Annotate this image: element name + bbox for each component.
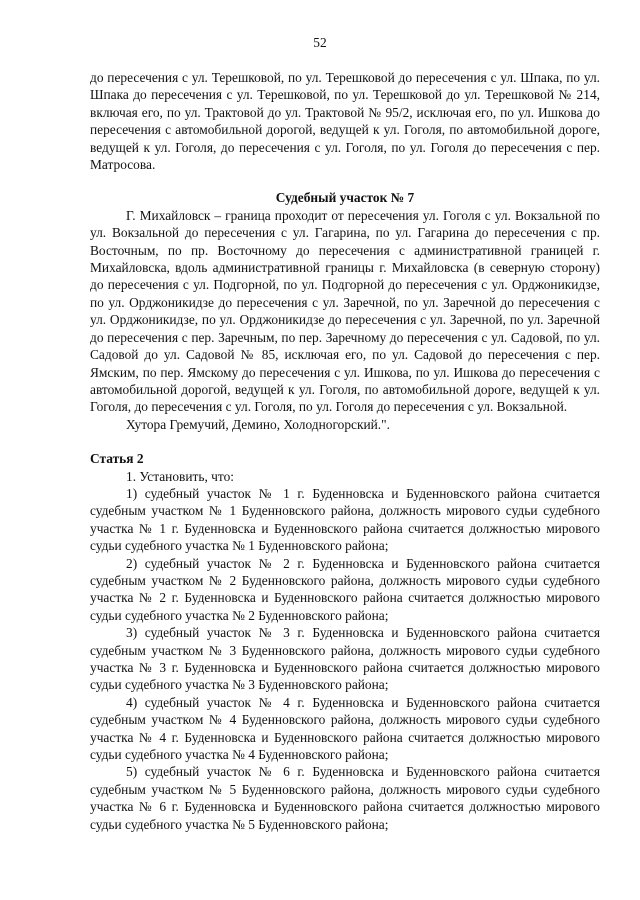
article-2-subitem-5: 5) судебный участок № 6 г. Буденновска и Буденновского района считается судебным участком № 5 Буденновского района, должность мирового судьи судебного участка № 6 г. Буденновска и Буденновского района считается должностью мирового судьи судебного участка № 5 Буденновского района; — [90, 764, 600, 832]
document-body — [90, 69, 600, 833]
article-2-item-1: 1. Установить, что: — [126, 468, 234, 484]
section-7-heading: Судебный участок № 7 — [275, 190, 415, 206]
article-2-subitem-3: 3) судебный участок № 3 г. Буденновска и Буденновского района считается судебным участком № 3 Буденновского района, должность мирового судьи судебного участка № 3 г. Буденновска и Буденновского района считается должностью мирового судьи судебного участка № 3 Буденновского района; — [90, 625, 600, 693]
section-7-farms: Хутора Гремучий, Демино, Холодногорский.". — [126, 416, 390, 432]
article-2-subitem-2: 2) судебный участок № 2 г. Буденновска и Буденновского района считается судебным участком № 2 Буденновского района, должность мирового судьи судебного участка № 2 г. Буденновска и Буденновского района считается должностью мирового судьи судебного участка № 2 Буденновского района; — [90, 555, 600, 623]
intro-paragraph: до пересечения с ул. Терешковой, по ул. Терешковой до пересечения с ул. Шпака, по ул. Шпака до пересечения с ул. Терешковой, по ул. Терешковой до ул. Терешковой № 214, включая его, по ул. Трактовой до ул. Трактовой № 95/2, исключая его, по ул. Ишкова до пересечения с автомобильной дорогой, ведущей к ул. Гоголя, по автомобильной дороге, ведущей к ул. Гоголя, до пересечения с ул. Гоголя, по ул. Гоголя до пересечения с пер. Матросова. — [90, 70, 600, 173]
article-2-subitem-4: 4) судебный участок № 4 г. Буденновска и Буденновского района считается судебным участком № 4 Буденновского района, должность мирового судьи судебного участка № 4 г. Буденновска и Буденновского района считается должностью мирового судьи судебного участка № 4 Буденновского района; — [90, 694, 600, 763]
section-7-paragraph: Г. Михайловск – граница проходит от пересечения ул. Гоголя с ул. Вокзальной по ул. Вокзальной до пересечения с ул. Гагарина, по ул. Гагарина до пересечения с пр. Восточным, по пр. Восточному до пересечения с административной границей г. Михайловска, вдоль административной границы г. Михайловска (в северную сторону) до пересечения с ул. Подгорной, по ул. Подгорной до пересечения с ул. Орджоникидзе, по ул. Орджоникидзе до пересечения с ул. Заречной, по ул. Заречной до пересечения с ул. Орджоникидзе, по ул. Орджоникидзе до пересечения с ул. Заречной, по ул. Заречной до пересечения с пер. Заречным, по пер. Заречному до пересечения с ул. Садовой, по ул. Садовой до ул. Садовой № 85, исключая его, по ул. Садовой до пересечения с пер. Ямским, по пер. Ямскому до пересечения с ул. Ишкова, по ул. Ишкова до пересечения с автомобильной дорогой, ведущей к ул. Гоголя, по автомобильной дороге, ведущей к ул. Гоголя, до пересечения с ул. Гоголя, по ул. Гоголя до пересечения с ул. Вокзальной. — [90, 207, 600, 415]
page-number: 52 — [313, 35, 327, 50]
article-2-heading: Статья 2 — [90, 451, 144, 467]
article-2-subitem-1: 1) судебный участок № 1 г. Буденновска и Буденновского района считается судебным участком № 1 Буденновского района, должность мирового судьи судебного участка № 1 г. Буденновска и Буденновского района считается должностью мирового судьи судебного участка № 1 Буденновского района; — [90, 485, 600, 554]
